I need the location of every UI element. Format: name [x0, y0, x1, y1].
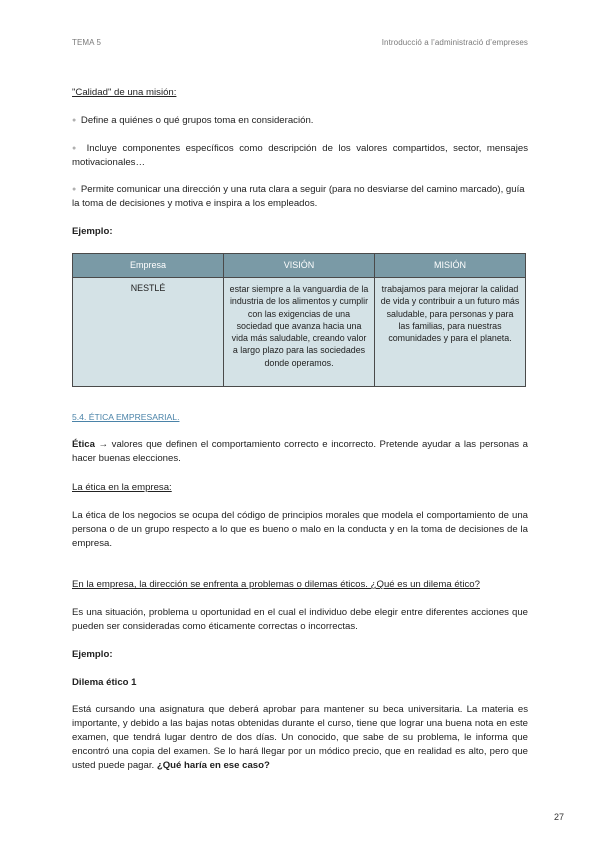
- header-topic: TEMA 5: [72, 38, 102, 47]
- dilema-title: Dilema ético 1: [72, 677, 137, 688]
- calidad-mision-title: "Calidad" de una misión:: [72, 87, 177, 98]
- cell-empresa: NESTLÉ: [73, 278, 224, 387]
- column-header-vision: VISIÓN: [224, 254, 375, 278]
- column-header-empresa: Empresa: [73, 254, 224, 278]
- bullet-text: Incluye componentes específicos como descripción de los valores compartidos, sector, mensajes motivacionales…: [72, 143, 528, 168]
- bullet-item: [72, 114, 528, 128]
- dilema-definition-paragraph: Es una situación, problema u oportunidad en el cual el individuo debe elegir entre diferentes acciones que pueden ser consideradas como éticamente correctas o incorrectas.: [72, 607, 528, 632]
- bullet-dot-icon: ●: [72, 186, 77, 193]
- etica-definition: [72, 438, 528, 466]
- etica-term: Ética: [72, 439, 95, 450]
- bullet-item: [72, 183, 528, 211]
- arrow-icon: →: [98, 439, 109, 450]
- etica-empresa-subheading: La ética en la empresa:: [72, 482, 172, 493]
- etica-definition-text: valores que definen el comportamiento correcto e incorrecto. Pretende ayudar a las personas a hacer buenas elecciones.: [72, 439, 528, 464]
- mission-vision-table: [72, 253, 526, 387]
- bullet-dot-icon: ●: [72, 145, 80, 152]
- ejemplo-label: Ejemplo:: [72, 226, 113, 237]
- dilema-paragraph: [72, 703, 528, 773]
- section-heading-etica[interactable]: [72, 411, 528, 425]
- cell-mision: trabajamos para mejorar la calidad de vida y contribuir a un futuro más saludable, para personas y para las familias, para nuestras comunidades y para el planeta.: [375, 278, 526, 387]
- header-course-title: Introducció a l’administració d’empreses: [381, 38, 528, 47]
- table-header-row: [73, 254, 526, 278]
- page-number: 27: [553, 812, 564, 822]
- dilema-question-subheading: En la empresa, la dirección se enfrenta a problemas o dilemas éticos. ¿Qué es un dilema ético?: [72, 579, 480, 590]
- etica-empresa-paragraph: La ética de los negocios se ocupa del código de principios morales que modela el comportamiento de una persona o de un grupo respecto a lo que es bueno o malo en la conducta y en la toma de decisiones de la empresa.: [72, 510, 528, 549]
- section-heading-link[interactable]: 5.4. ÉTICA EMPRESARIAL.: [72, 412, 180, 422]
- bullet-dot-icon: ●: [72, 117, 77, 124]
- ejemplo-label: Ejemplo:: [72, 649, 113, 660]
- dilema-text: Está cursando una asignatura que deberá aprobar para mantener su beca universitaria. La materia es importante, y debido a las bajas notas obtenidas durante el curso, tiene que lograr una buena nota en este examen, que tendrá lugar dentro de dos días. Un conocido, que sabe de su problema, le informa que encontró una copia del examen. Se lo hará llegar por un módico precio, que en realidad es alto, pero que usted puede pagar.: [72, 704, 528, 771]
- table-row: [73, 278, 526, 387]
- bullet-text: Permite comunicar una dirección y una ruta clara a seguir (para no desviarse del camino marcado), guía la toma de decisiones y motiva e inspira a los empleados.: [72, 184, 525, 209]
- bullet-text: Define a quiénes o qué grupos toma en consideración.: [80, 115, 314, 126]
- bullet-item: [72, 142, 528, 170]
- dilema-question: ¿Qué haría en ese caso?: [156, 759, 270, 771]
- cell-vision: estar siempre a la vanguardia de la industria de los alimentos y cumplir con las exigencias de una sociedad que avanza hacia una vida más saludable, creando valor a largo plazo para las sociedades donde operamos.: [224, 278, 375, 387]
- column-header-mision: MISIÓN: [375, 254, 526, 278]
